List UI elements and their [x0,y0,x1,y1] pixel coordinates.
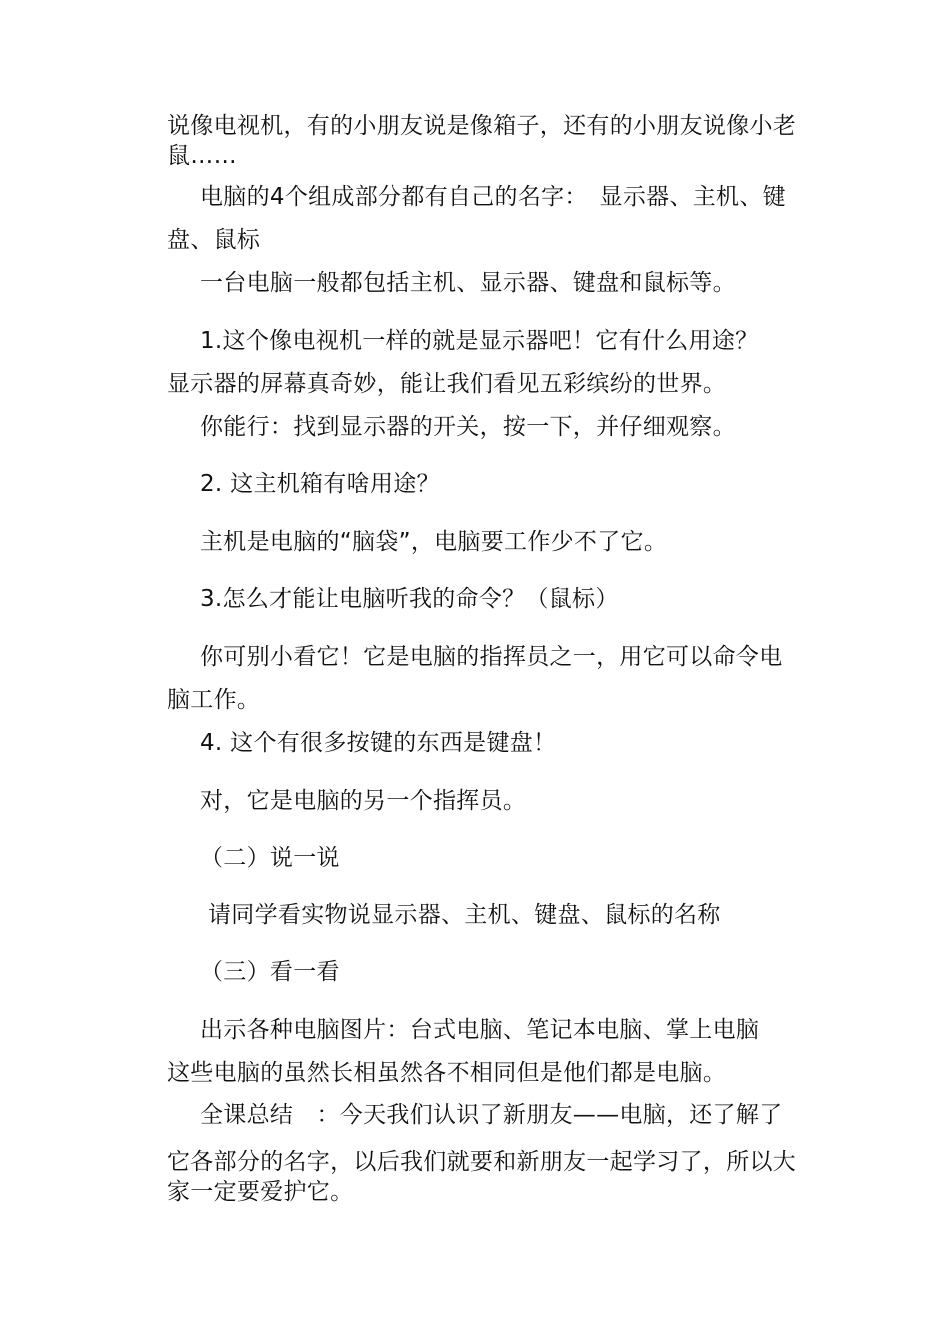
text-line: 3.怎么才能让电脑听我的命令？（鼠标） [200,586,619,612]
text-line: 你能行：找到显示器的开关，按一下，并仔细观察。 [200,414,736,440]
text-line: 这些电脑的虽然长相虽然各不相同但是他们都是电脑。 [167,1060,727,1086]
text-line: （三）看一看 [200,959,340,985]
text-line: 你可别小看它！它是电脑的指挥员之一，用它可以命令电 [200,644,783,670]
text-line: 说像电视机，有的小朋友说是像箱子，还有的小朋友说像小老 [167,113,797,139]
text-line: （二）说一说 [200,845,340,871]
text-line: 全课总结 ：今天我们认识了新朋友——电脑，还了解了 [200,1102,783,1128]
text-line: 主机是电脑的“脑袋”，电脑要工作少不了它。 [200,529,668,555]
text-line: 1.这个像电视机一样的就是显示器吧！它有什么用途？ [200,328,759,354]
text-line: 它各部分的名字，以后我们就要和新朋友一起学习了，所以大 [167,1149,797,1175]
text-line: 电脑的4个组成部分都有自己的名字： 显示器、主机、键 [200,184,786,210]
text-line: 出示各种电脑图片：台式电脑、笔记本电脑、掌上电脑 [200,1017,760,1043]
text-line: 家一定要爱护它。 [167,1179,354,1205]
text-line: 2. 这主机箱有啥用途？ [200,471,440,497]
text-line: 对，它是电脑的另一个指挥员。 [200,788,527,814]
text-line: 请同学看实物说显示器、主机、键盘、鼠标的名称 [208,902,721,928]
text-line: 盘、鼠标 [167,227,261,253]
text-line: 一台电脑一般都包括主机、显示器、键盘和鼠标等。 [200,270,736,296]
text-line: 显示器的屏幕真奇妙，能让我们看见五彩缤纷的世界。 [167,371,727,397]
text-line: 4. 这个有很多按键的东西是键盘！ [200,730,557,756]
text-line: 鼠…… [167,143,237,169]
text-line: 脑工作。 [167,687,261,713]
